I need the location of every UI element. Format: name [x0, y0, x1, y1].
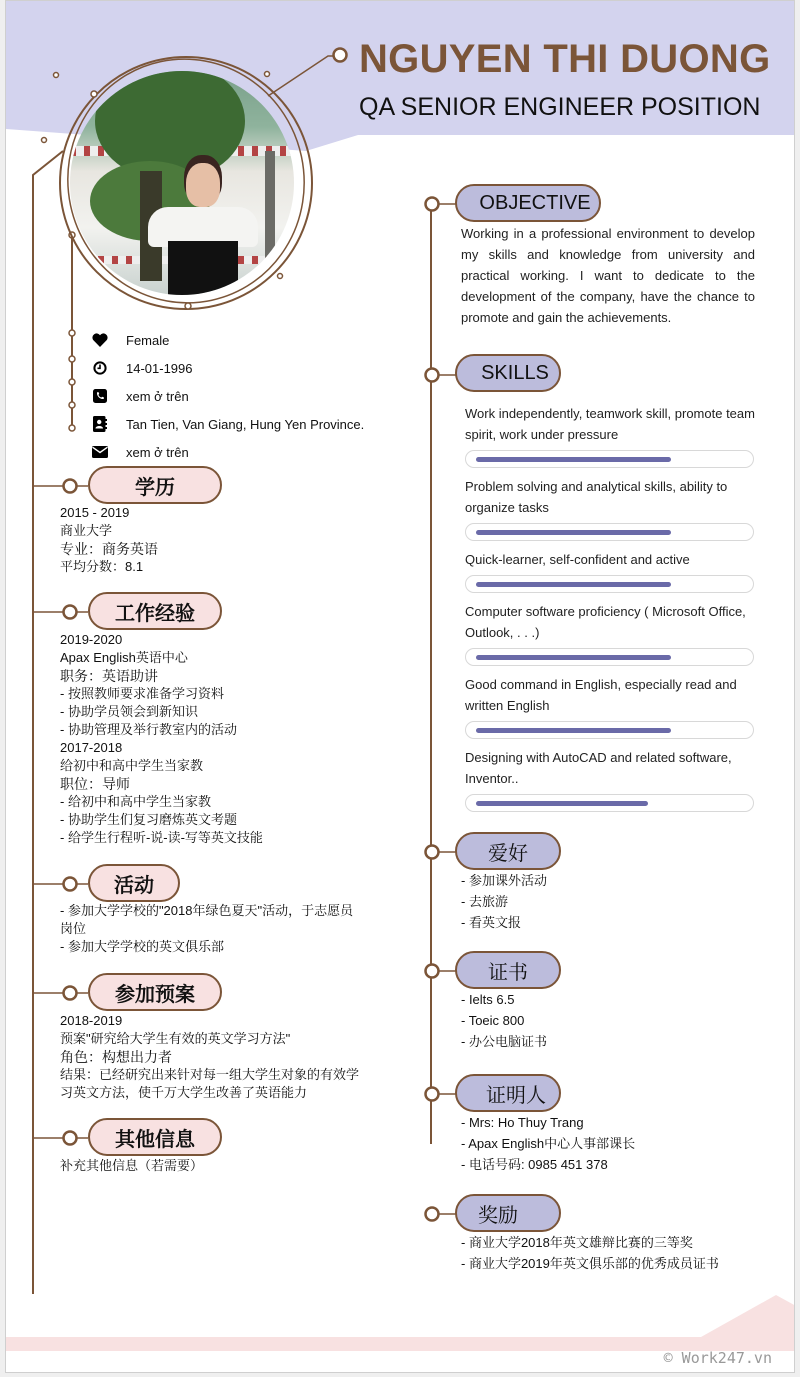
experience-line: - 按照教师要求准备学习资料 [60, 686, 224, 701]
activity-line: - 参加大学学校的"2018年绿色夏天"活动，于志愿员 [60, 903, 354, 918]
envelope-icon [92, 444, 108, 460]
section-heading-objective: OBJECTIVE [455, 184, 601, 222]
skill-progress-bar [465, 450, 754, 468]
certificate-item: - Ielts 6.5 [461, 992, 515, 1007]
skill-label: Work independently, teamwork skill, promote team spirit, work under pressure [465, 406, 755, 442]
skill-progress-fill [476, 530, 671, 535]
section-heading-skills: SKILLS [455, 354, 561, 392]
contact-address [92, 414, 392, 434]
cv-page [5, 0, 795, 1373]
project-line: 习英文方法，使千万大学生改善了英语能力 [60, 1085, 308, 1100]
education-gpa: 平均分数：8.1 [60, 559, 144, 574]
other-info-content [60, 1157, 203, 1175]
experience-line: 职位：导师 [60, 776, 130, 792]
skill-progress-fill [476, 801, 648, 806]
references-content [461, 1112, 635, 1175]
section-heading-references: 证明人 [455, 1074, 561, 1112]
address-book-icon [92, 416, 108, 432]
objective-text: Working in a professional environment to develop my skills and knowledge from university and practical working. I want to dedicate to the development of the company, have the chance to promote and gain the achievements. [461, 226, 755, 325]
reference-item: - Apax English中心人事部课长 [461, 1136, 636, 1151]
skill-progress-fill [476, 728, 671, 733]
skill-label: Good command in English, especially read and written English [465, 677, 737, 713]
skill-label: Problem solving and analytical skills, ability to organize tasks [465, 479, 728, 515]
hobby-item: - 去旅游 [461, 894, 508, 909]
skill-item [465, 601, 757, 666]
hobbies-content [461, 870, 547, 933]
skill-item [465, 549, 757, 593]
skill-label: Designing with AutoCAD and related software, Inventor.. [465, 750, 732, 786]
heart-icon [92, 332, 108, 348]
skill-progress-fill [476, 457, 671, 462]
copyright-text: © Work247.vn [663, 1349, 772, 1367]
experience-content [60, 631, 263, 847]
contact-gender [92, 330, 392, 350]
hobby-item: - 参加课外活动 [461, 873, 547, 888]
email-value: xem ở trên [126, 444, 189, 460]
phone-icon [92, 388, 108, 404]
skill-item [465, 747, 757, 812]
skill-progress-bar [465, 721, 754, 739]
section-heading-certificates: 证书 [455, 951, 561, 989]
phone-value: xem ở trên [126, 388, 189, 404]
certificate-item: - 办公电脑证书 [461, 1034, 547, 1049]
section-heading-experience: 工作经验 [88, 592, 222, 630]
project-line: 预案"研究给大学生有效的英文学习方法" [60, 1031, 291, 1046]
skill-item [465, 403, 757, 468]
section-heading-activities: 活动 [88, 864, 180, 902]
education-major: 专业：商务英语 [60, 541, 158, 557]
reference-item: - 电话号码: 0985 451 378 [461, 1157, 608, 1172]
project-line: 结果：已经研究出来针对每一组大学生对象的有效学 [60, 1067, 360, 1082]
job-position: QA SENIOR ENGINEER POSITION [359, 93, 761, 121]
awards-content [461, 1232, 719, 1274]
award-item: - 商业大学2019年英文俱乐部的优秀成员证书 [461, 1256, 719, 1271]
candidate-name: NGUYEN THI DUONG [359, 37, 771, 81]
experience-line: - 协助学生们复习磨炼英文考题 [60, 812, 237, 827]
section-heading-other-info: 其他信息 [88, 1118, 222, 1156]
experience-line: 职务：英语助讲 [60, 668, 158, 684]
other-info-line: 补充其他信息（若需要） [60, 1158, 204, 1173]
skill-progress-bar [465, 575, 754, 593]
experience-line: 2019-2020 [60, 632, 123, 647]
profile-photo [70, 71, 294, 295]
activity-line: - 参加大学学校的英文俱乐部 [60, 939, 224, 954]
section-heading-hobbies: 爱好 [455, 832, 561, 870]
education-content [60, 504, 158, 576]
skill-label: Computer software proficiency ( Microsoft Office, Outlook, . . .) [465, 604, 746, 640]
experience-line: - 给初中和高中学生当家教 [60, 794, 211, 809]
skill-progress-fill [476, 655, 671, 660]
project-line: 角色：构想出力者 [60, 1049, 172, 1065]
contact-email [92, 442, 392, 462]
address-value: Tan Tien, Van Giang, Hung Yen Province. [126, 416, 365, 432]
reference-item: - Mrs: Ho Thuy Trang [461, 1115, 584, 1130]
skill-progress-bar [465, 794, 754, 812]
contact-birthday [92, 358, 392, 378]
certificate-item: - Toeic 800 [461, 1013, 525, 1028]
experience-line: - 协助管理及举行教室内的活动 [60, 722, 237, 737]
award-item: - 商业大学2018年英文雄辩比赛的三等奖 [461, 1235, 693, 1250]
education-years: 2015 - 2019 [60, 505, 130, 520]
experience-line: - 协助学员领会到新知识 [60, 704, 198, 719]
hobby-item: - 看英文报 [461, 915, 521, 930]
skill-progress-fill [476, 582, 671, 587]
skill-progress-bar [465, 648, 754, 666]
experience-line: 给初中和高中学生当家教 [60, 758, 204, 773]
activity-line: 岗位 [60, 921, 87, 936]
skill-label: Quick-learner, self-confident and active [465, 552, 690, 567]
certificates-content [461, 989, 547, 1052]
experience-line: - 给学生行程听-说-读-写等英文技能 [60, 830, 263, 845]
contact-phone [92, 386, 392, 406]
section-heading-education: 学历 [88, 466, 222, 504]
experience-line: 2017-2018 [60, 740, 123, 755]
projects-content [60, 1012, 359, 1102]
birthday-value: 14-01-1996 [126, 360, 193, 376]
project-line: 2018-2019 [60, 1013, 123, 1028]
clock-icon [92, 360, 108, 376]
section-heading-awards: 奖励 [455, 1194, 561, 1232]
education-school: 商业大学 [60, 523, 113, 538]
activities-content [60, 902, 353, 956]
skill-item [465, 674, 757, 739]
experience-line: Apax English英语中心 [60, 650, 188, 665]
skill-item [465, 476, 757, 541]
section-heading-projects: 参加预案 [88, 973, 222, 1011]
gender-value: Female [126, 332, 170, 348]
skill-progress-bar [465, 523, 754, 541]
